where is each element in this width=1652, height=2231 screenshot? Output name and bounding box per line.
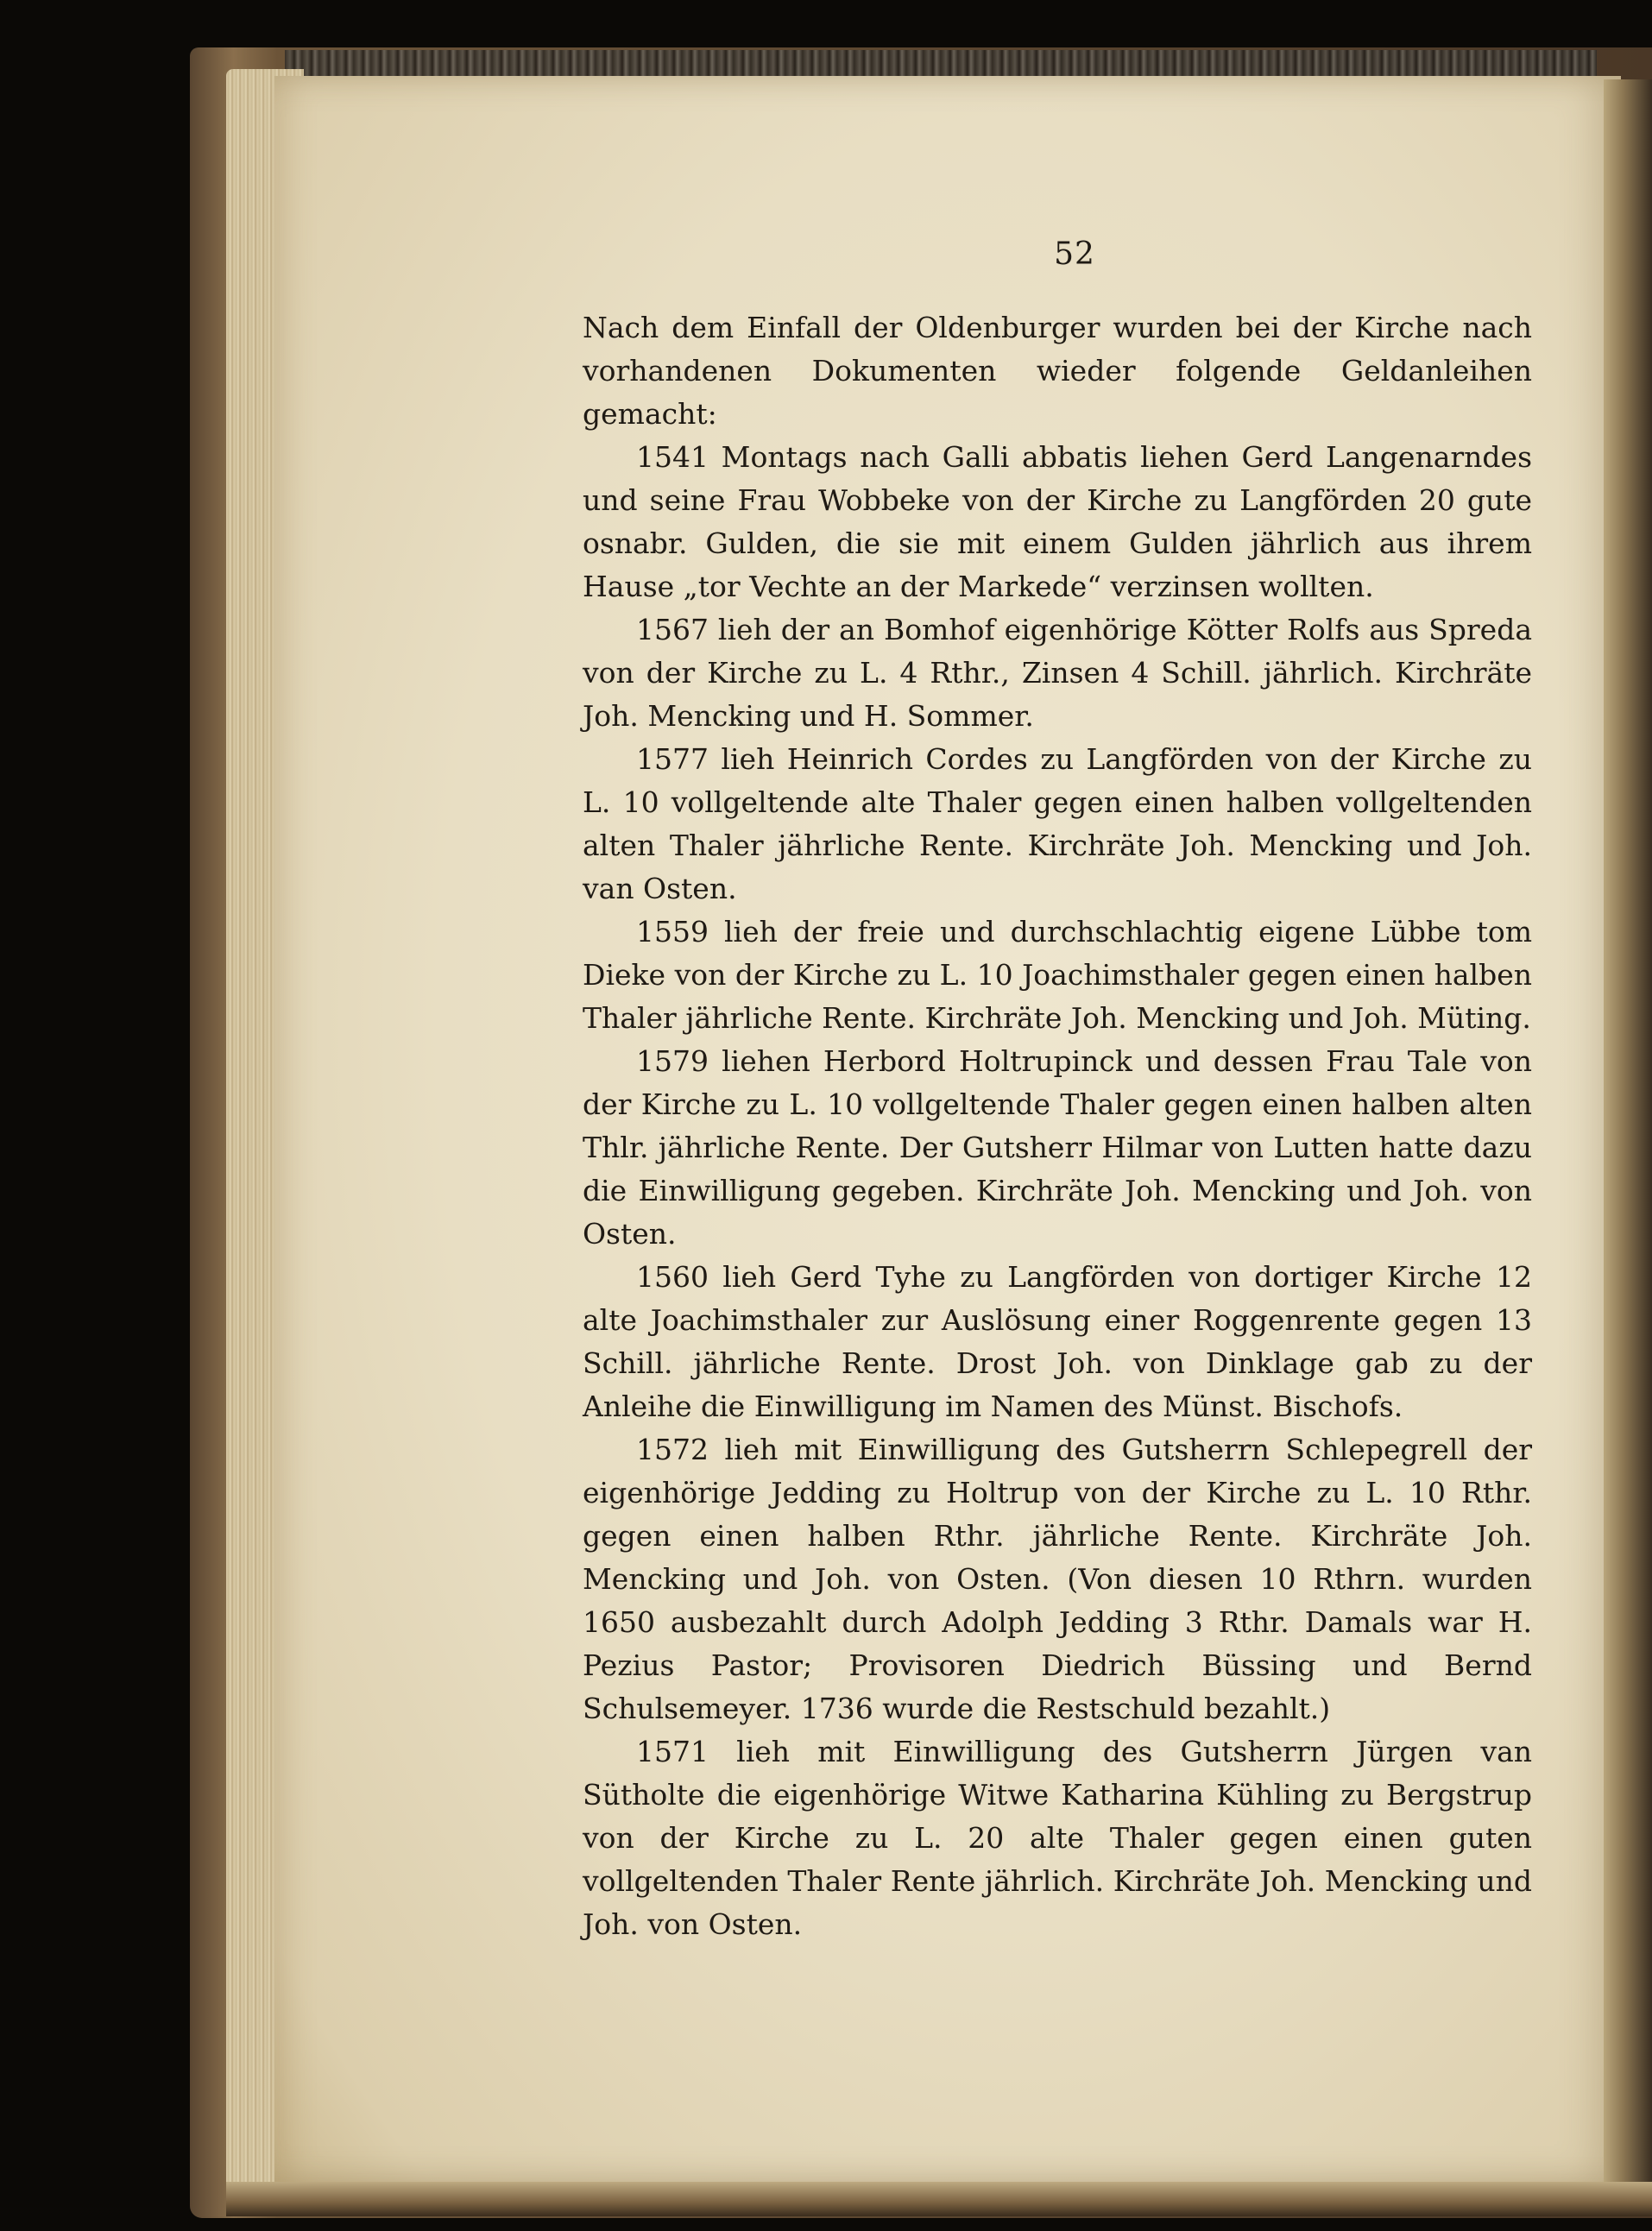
book-bottom-edge bbox=[226, 2182, 1652, 2216]
paragraph-1579: 1579 liehen Herbord Holtrupinck und dessen Frau Tale von der Kirche zu L. 10 vollgeltende Thaler gegen einen halben alten Thlr. jährliche Rente. Der Gutsherr Hilmar von Lutten hatte dazu die Einwilligung gegeben. Kirchräte Joh. Mencking und Joh. von Osten. bbox=[583, 1044, 1532, 1251]
paragraph-intro: Nach dem Einfall der Oldenburger wurden bei der Kirche nach vorhandenen Dokumenten wieder folgende Geldanleihen gemacht: bbox=[583, 311, 1532, 431]
paragraph-1559: 1559 lieh der freie und durchschlachtig eigene Lübbe tom Dieke von der Kirche zu L. 10 Joachimsthaler gegen einen halben Thaler jährliche Rente. Kirchräte Joh. Mencking und Joh. Müting. bbox=[583, 915, 1532, 1035]
paragraph-1541: 1541 Montags nach Galli abbatis liehen Gerd Langenarndes und seine Frau Wobbeke von der Kirche zu Langförden 20 gute osnabr. Gulden, die sie mit einem Gulden jährlich aus ihrem Hause „tor Vechte an der Markede“ verzinsen wollten. bbox=[583, 440, 1532, 603]
paragraph-1560: 1560 lieh Gerd Tyhe zu Langförden von dortiger Kirche 12 alte Joachimsthaler zur Auslösung einer Roggenrente gegen 13 Schill. jährliche Rente. Drost Joh. von Dinklage gab zu der Anleihe die Einwilligung im Namen des Münst. Bischofs. bbox=[583, 1260, 1532, 1423]
page-number: 52 bbox=[1054, 236, 1095, 272]
book-gutter bbox=[1604, 79, 1652, 2185]
book-cover-top-edge bbox=[285, 50, 1597, 79]
page-text-block bbox=[583, 237, 1532, 1946]
paragraph-1572: 1572 lieh mit Einwilligung des Gutsherrn Schlepegrell der eigenhörige Jedding zu Holtrup von der Kirche zu L. 10 Rthr. gegen einen halben Rthr. jährliche Rente. Kirchräte Joh. Mencking und Joh. von Osten. (Von diesen 10 Rthrn. wurden 1650 ausbezahlt durch Adolph Jedding 3 Rthr. Damals war H. Pezius Pastor; Provisoren Diedrich Büssing und Bernd Schulsemeyer. 1736 wurde die Restschuld bezahlt.) bbox=[583, 1433, 1532, 1725]
paragraph-1577: 1577 lieh Heinrich Cordes zu Langförden von der Kirche zu L. 10 vollgeltende alte Thaler gegen einen halben vollgeltenden alten Thaler jährliche Rente. Kirchräte Joh. Mencking und Joh. van Osten. bbox=[583, 742, 1532, 905]
paragraph-1571: 1571 lieh mit Einwilligung des Gutsherrn Jürgen van Sütholte die eigenhörige Witwe Katharina Kühling zu Bergstrup von der Kirche zu L. 20 alte Thaler gegen einen guten vollgeltenden Thaler Rente jährlich. Kirchräte Joh. Mencking und Joh. von Osten. bbox=[583, 1735, 1532, 1941]
paragraph-1567: 1567 lieh der an Bomhof eigenhörige Kötter Rolfs aus Spreda von der Kirche zu L. 4 Rthr., Zinsen 4 Schill. jährlich. Kirchräte Joh. Mencking und H. Sommer. bbox=[583, 613, 1532, 733]
